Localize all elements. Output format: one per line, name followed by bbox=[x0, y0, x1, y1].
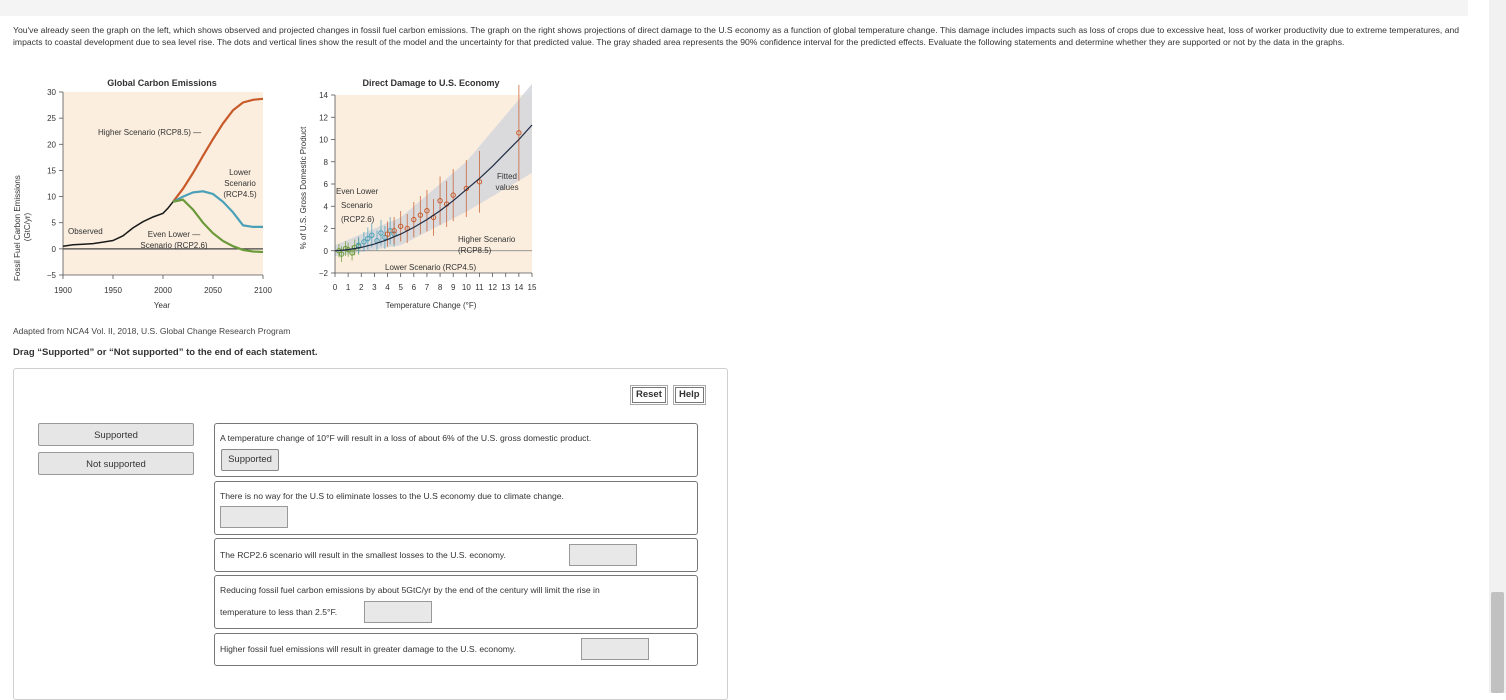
left-ytick-label: 25 bbox=[47, 114, 56, 124]
statement-5-text: Higher fossil fuel emissions will result in greater damage to the U.S. economy. bbox=[220, 644, 516, 654]
right-chart bbox=[299, 78, 537, 310]
statement-5 bbox=[214, 633, 698, 666]
right-xtick-label: 3 bbox=[372, 283, 377, 292]
token-supported[interactable]: Supported bbox=[38, 423, 194, 446]
left-ytick-label: 30 bbox=[47, 88, 56, 97]
instruction-text: Drag “Supported” or “Not supported” to the end of each statement. bbox=[13, 347, 318, 358]
right-ytick-label: 4 bbox=[323, 202, 328, 212]
charts-svg bbox=[0, 70, 560, 320]
statement-3-drop-zone[interactable] bbox=[569, 544, 637, 566]
statement-4-drop-zone[interactable] bbox=[364, 601, 432, 623]
statement-5-drop-zone[interactable] bbox=[581, 638, 649, 660]
right-xtick-label: 8 bbox=[437, 283, 443, 292]
reset-button[interactable]: Reset bbox=[632, 387, 666, 403]
annot-higher-right: Higher Scenario (RCP8.5) bbox=[458, 235, 516, 255]
left-xtick-label: 2100 bbox=[254, 286, 272, 295]
annot-even-lower: Even Lower — Scenario (RCP2.6) bbox=[140, 230, 208, 250]
left-ytick-label: 20 bbox=[47, 140, 56, 150]
intro-text: You've already seen the graph on the left, which shows observed and projected changes in fossil fuel carbon emissions. The graph on the right shows projections of direct damage to the U.S economy as a function of global temperature change. This damage includes impacts such as loss of crops due to excessive heat, loss of worker productivity due to extreme temperatures, and impacts to coastal development due to sea level rise. The dots and vertical lines show the result of the model and the uncertainty for that predicted value. The gray shaded area represents the 90% confidence interval for the predicted effects. Evaluate the following statements and determine whether they are supported or not by the data in the graphs. bbox=[13, 25, 1460, 47]
left-ytick-label: 5 bbox=[51, 218, 56, 228]
left-ylabel-line2: (GtC/yr) bbox=[23, 212, 32, 242]
left-xtick-label: 2000 bbox=[154, 286, 172, 295]
right-xtick-label: 13 bbox=[501, 283, 511, 292]
help-button[interactable]: Help bbox=[675, 387, 704, 403]
right-xlabel: Temperature Change (°F) bbox=[385, 301, 477, 310]
right-ytick-label: 0 bbox=[323, 246, 328, 256]
right-ytick-label: 8 bbox=[323, 157, 328, 167]
left-ytick-label: 0 bbox=[51, 244, 56, 254]
right-ytick-label: 10 bbox=[319, 135, 328, 145]
right-xtick-label: 14 bbox=[514, 283, 524, 292]
right-ytick-label: 2 bbox=[323, 224, 328, 234]
statement-4-text-line2: temperature to less than 2.5°F. bbox=[220, 607, 338, 617]
left-ylabel-line1: Fossil Fuel Carbon Emissions bbox=[13, 175, 22, 282]
right-xtick-label: 4 bbox=[385, 283, 390, 292]
right-xtick-label: 0 bbox=[332, 283, 338, 292]
token-not-supported[interactable]: Not supported bbox=[38, 452, 194, 475]
right-xtick-label: 2 bbox=[359, 283, 364, 292]
statement-3 bbox=[214, 538, 698, 572]
statement-2-text: There is no way for the U.S to eliminate losses to the U.S economy due to climate change. bbox=[220, 491, 564, 501]
right-xtick-label: 1 bbox=[345, 283, 351, 292]
top-bar bbox=[0, 0, 1468, 16]
statement-4-text-line1: Reducing fossil fuel carbon emissions by about 5GtC/yr by the end of the century will limit the rise in bbox=[220, 585, 600, 595]
right-chart-title: Direct Damage to U.S. Economy bbox=[362, 78, 500, 88]
statement-2 bbox=[214, 481, 698, 535]
annot-lower-right: Lower Scenario (RCP4.5) bbox=[385, 263, 477, 272]
scrollbar-thumb[interactable] bbox=[1491, 592, 1504, 693]
statement-1-text: A temperature change of 10°F will result in a loss of about 6% of the U.S. gross domestic product. bbox=[220, 433, 592, 443]
right-xtick-label: 5 bbox=[398, 283, 403, 292]
statement-3-text: The RCP2.6 scenario will result in the smallest losses to the U.S. economy. bbox=[220, 550, 506, 560]
right-ytick-label: 12 bbox=[319, 113, 328, 123]
annot-lower-rcp45: Lower Scenario (RCP4.5) bbox=[223, 168, 257, 199]
statement-4 bbox=[214, 575, 698, 629]
left-ylabel bbox=[13, 173, 32, 281]
left-xtick-label: 2050 bbox=[204, 286, 222, 295]
source-citation: Adapted from NCA4 Vol. II, 2018, U.S. Global Change Research Program bbox=[13, 326, 291, 336]
right-xtick-label: 9 bbox=[450, 283, 456, 292]
left-ytick-label: 10 bbox=[47, 192, 56, 202]
left-ytick-label: 15 bbox=[47, 166, 56, 176]
left-ytick-label: −5 bbox=[46, 271, 56, 280]
right-xtick-label: 11 bbox=[475, 283, 484, 292]
left-xlabel: Year bbox=[153, 301, 171, 310]
annot-observed: Observed bbox=[68, 227, 103, 236]
vertical-scrollbar[interactable] bbox=[1489, 0, 1506, 693]
annot-even-lower-right: Even Lower Scenario (RCP2.6) bbox=[336, 187, 379, 224]
right-xtick-label: 10 bbox=[461, 283, 471, 292]
left-chart bbox=[13, 78, 272, 310]
right-ytick-label: 6 bbox=[323, 180, 328, 189]
right-ytick-label: −2 bbox=[318, 269, 328, 278]
left-xtick-label: 1900 bbox=[54, 286, 72, 295]
left-chart-title: Global Carbon Emissions bbox=[107, 78, 217, 88]
annot-higher-rcp85: Higher Scenario (RCP8.5) — bbox=[98, 128, 202, 137]
annot-fitted: Fitted values bbox=[495, 172, 519, 192]
right-ytick-label: 14 bbox=[319, 91, 328, 100]
right-xtick-label: 12 bbox=[488, 283, 498, 292]
charts-figure bbox=[0, 70, 560, 320]
right-xtick-label: 6 bbox=[411, 283, 417, 292]
statement-1-drop-zone[interactable]: Supported bbox=[221, 449, 279, 471]
statement-2-drop-zone[interactable] bbox=[220, 506, 288, 528]
left-xtick-label: 1950 bbox=[104, 286, 122, 295]
statement-1 bbox=[214, 423, 698, 477]
right-ylabel: % of U.S. Gross Domestic Product bbox=[299, 126, 308, 250]
right-xtick-label: 7 bbox=[424, 283, 430, 292]
right-xtick-label: 15 bbox=[527, 283, 537, 292]
